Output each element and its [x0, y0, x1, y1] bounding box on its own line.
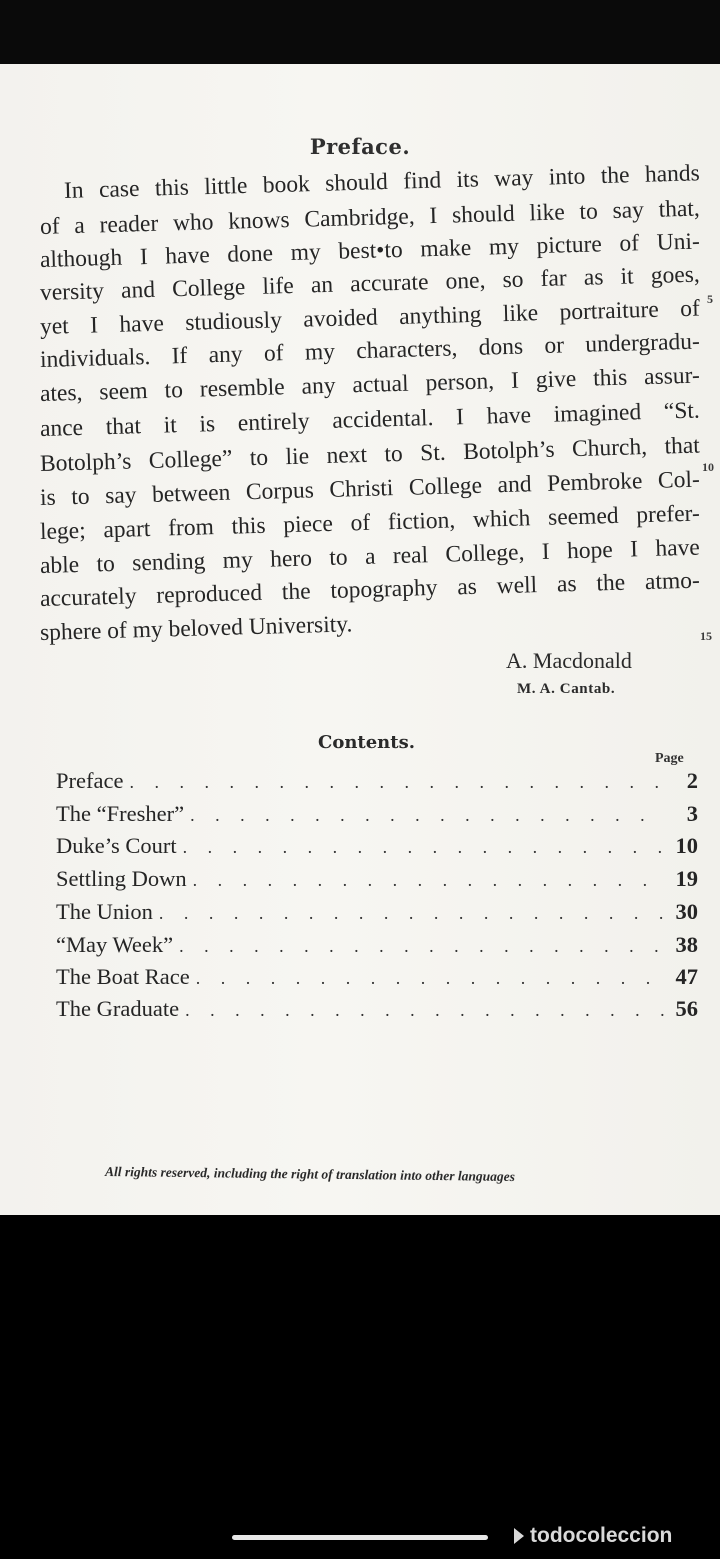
toc-leader-dots — [179, 936, 664, 957]
home-indicator-bar[interactable] — [232, 1535, 488, 1540]
toc-entry — [56, 932, 698, 962]
toc-entry-page: 30 — [675, 899, 698, 924]
toc-entry — [56, 899, 698, 929]
toc-entry-title: Duke’s Court — [56, 833, 177, 858]
toc-entry — [56, 964, 698, 994]
toc-leader-dots — [193, 870, 664, 891]
author-degree: M. A. Cantab. — [517, 681, 616, 697]
toc-entry-title: “May Week” — [56, 932, 174, 957]
toc-leader-dots — [183, 837, 664, 858]
line-number: 5 — [707, 292, 713, 306]
toc-entry — [56, 833, 698, 863]
toc-entry-page: 38 — [675, 932, 698, 957]
preface-line: yet I have studiously avoided anything like portraiture of — [39, 295, 701, 340]
preface-line: although I have done my best•to make my picture of Uni- — [39, 228, 701, 273]
preface-line: individuals. If any of my characters, dons or undergradu- — [39, 328, 701, 373]
preface-line: able to sending my hero to a real College, I hope I have — [39, 534, 701, 579]
toc-leader-dots — [129, 772, 664, 793]
preface-line: of a reader who knows Cambridge, I should like to say that, — [39, 195, 701, 240]
watermark — [514, 1524, 672, 1548]
toc-entry-page: 2 — [686, 768, 698, 793]
page-column-label: Page — [655, 751, 684, 766]
top-dark-strip — [0, 0, 720, 64]
rights-notice: All rights reserved, including the right of translation into other languages — [104, 1164, 516, 1185]
book-page — [0, 64, 720, 1215]
preface-line: versity and College life an accurate one, so far as it goes, — [39, 261, 701, 306]
play-triangle-icon — [514, 1528, 524, 1544]
author-signature: A. Macdonald — [506, 648, 632, 673]
toc-entry-page: 19 — [675, 866, 698, 891]
toc-leader-dots — [190, 805, 664, 826]
toc-entry-title: Preface — [56, 768, 124, 793]
preface-line: In case this little book should find its way into the hands — [63, 160, 701, 204]
preface-title: Preface. — [309, 134, 411, 159]
toc-leader-dots — [196, 968, 664, 989]
preface-line: lege; apart from this piece of fiction, which seemed prefer- — [39, 500, 701, 545]
preface-line: accurately reproduced the topography as well as the atmo- — [39, 567, 701, 612]
contents-title: Contents. — [318, 732, 415, 753]
toc-entry — [56, 768, 698, 798]
line-number: 15 — [700, 629, 712, 643]
toc-entry-page: 10 — [675, 833, 698, 858]
toc-entry-title: Settling Down — [56, 866, 187, 891]
toc-leader-dots — [159, 903, 664, 924]
line-number: 10 — [702, 460, 714, 474]
watermark-text: todocoleccion — [530, 1524, 673, 1547]
preface-line: Botolph’s College” to lie next to St. Botolph’s Church, that — [39, 432, 701, 477]
preface-line: ance that it is entirely accidental. I have imagined “St. — [39, 397, 701, 442]
toc-entry — [56, 866, 698, 896]
toc-entry-title: The Graduate — [56, 996, 180, 1021]
preface-line: is to say between Corpus Christi College and Pembroke Col- — [39, 466, 701, 511]
toc-entry-title: The “Fresher” — [56, 801, 185, 826]
toc-leader-dots — [185, 1000, 664, 1021]
toc-entry — [56, 801, 698, 831]
toc-entry-page: 56 — [675, 996, 698, 1021]
toc-entry-page: 3 — [686, 801, 698, 826]
preface-line: sphere of my beloved University. — [39, 611, 353, 646]
toc-entry — [56, 996, 698, 1026]
toc-entry-title: The Boat Race — [56, 964, 190, 989]
toc-entry-page: 47 — [675, 964, 698, 989]
toc-entry-title: The Union — [56, 899, 153, 924]
preface-line: ates, seem to resemble any actual person, I give this assur- — [39, 362, 701, 407]
